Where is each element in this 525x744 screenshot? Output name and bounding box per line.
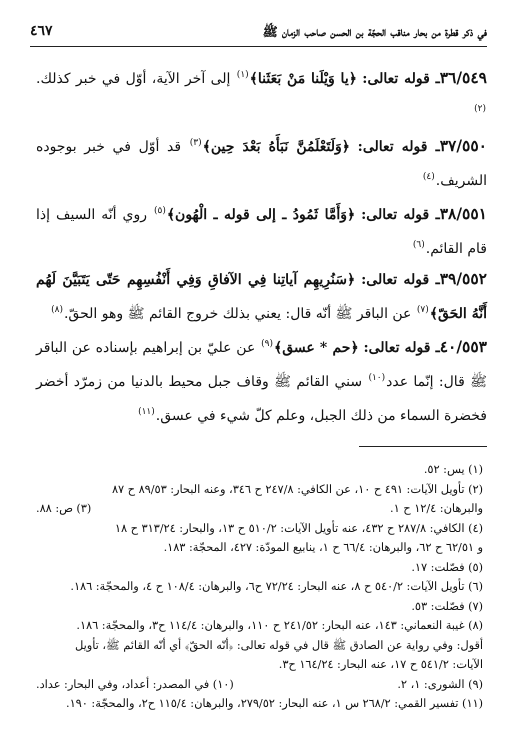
entry-40 [36, 329, 487, 431]
footnotes [36, 460, 483, 714]
footnote: والبرهان: ١٢/٤ ح ١. [390, 502, 483, 515]
entry-label: ـ قوله تعالى: [361, 207, 440, 223]
footnote-row [36, 675, 483, 695]
quran-quote: ﴿وَلَتَعْلَمُنَّ نَبَأَهُ بَعْدَ حِين﴾ [202, 139, 350, 155]
footnote-ref: (٧) [416, 305, 429, 315]
quran-quote: ﴿يا وَيْلَنا مَنْ بَعَثَنا﴾ [249, 71, 357, 87]
quran-quote: ﴿حم * عسق﴾ [274, 340, 359, 356]
footnote: (٦) تأويل الآيات: ٥٤٠/٢ ح ٨، عنه البحار: ٧٢/٢٤ ح٦، والبرهان: ١٠٨/٤ ح ٤، والمحجّة: ١٨٦. [70, 580, 483, 593]
entry-36 [36, 60, 487, 128]
footnote-ref: (٤) [422, 172, 435, 182]
footnote: الآيات: ٥٤١/٢ ح ١٧، عنه البحار: ١٦٤/٢٤ ح٣. [278, 658, 483, 671]
footnote: (٨) غيبة النعماني: ١٤٣، عنه البحار: ٢٤١/٥٢ ح ١١٠، والبرهان: ١١٤/٤ ح٣، والمحجّة: ١٨٦. [76, 619, 483, 632]
footnote: (٣) ص: ٨٨. [36, 502, 92, 515]
entry-number: ٣٩/٥٥٢ [439, 269, 487, 288]
entry-number: ٤٠/٥٥٣ [439, 337, 487, 356]
entry-label: ـ قوله تعالى: [363, 340, 440, 356]
footnote-ref: (٨) [51, 305, 63, 315]
footnote-ref: (٣) [189, 138, 202, 148]
footnote: (٥) فصّلت: ١٧. [411, 560, 483, 574]
entry-text: قد أوّل في خبر بوجوده [36, 139, 182, 155]
running-header [30, 22, 487, 47]
entry-text: إلى آخر الآية، أوّل في خبر [75, 71, 231, 87]
main-text [36, 60, 487, 431]
footnote-ref: (٢) [474, 104, 486, 114]
footnote-ref: (٥) [153, 206, 166, 216]
footnote-ref: (٦) [412, 240, 425, 250]
footnote: (١١) تفسير القمي: ٢٦٨/٢ س ١، عنه البحار: ٢٧٩/٥٢، والبرهان: ١١٥/٤ ح٢، والمحجّة: ١٩٠. [66, 697, 483, 710]
entry-number: ٣٨/٥٥١ [439, 204, 487, 223]
footnote: (٧) فصّلت: ٥٣. [411, 599, 483, 613]
entry-text-cont: قام القائم. [425, 241, 487, 257]
footnote-separator [359, 446, 487, 447]
footnote-ref: (١١) [138, 407, 155, 417]
entry-label: ـ قوله تعالى: [357, 139, 440, 155]
quran-quote: ﴿سَنُرِيهِم آياتِنا فِي الآفاقِ وَفِي أَنْفُسِهِم حَتّى يَتَبَيَّنَ لَهُم أَنَّهُ الحَقّ﴾ [36, 272, 487, 322]
entry-text: عن عليّ بن إبراهيم بإسناده عن الباقر ﷺ قال: إنّما عدد [36, 340, 488, 390]
quran-quote: ﴿وَأَمَّا ثَمُودُ ـ إلى قوله ـ الْهُون﴾ [166, 207, 356, 223]
footnote: (٢) تأويل الآيات: ٤٩١ ح ١٠، عن الكافي: ٢٤٧/٨ ح ٣٤٦، وعنه البحار: ٨٩/٥٣ ح ٨٧ [111, 482, 483, 496]
entry-text-cont: سني القائم ﷺ وقاف جبل محيط بالدنيا من زمرّد أخضر فخضرة السماء من ذلك الجبل، وعلم كلّ شيء في عسق. [36, 374, 487, 424]
entry-number: ٣٧/٥٥٠ [439, 136, 487, 155]
entry-label: ـ قوله تعالى: [361, 272, 440, 288]
entry-39 [36, 264, 487, 329]
footnote: و ٦٢/٥١ ح ٦٢، والبرهان: ٦٦/٤ ح ١، ينابيع المودّة: ٤٢٧، المحجّة: ١٨٣. [163, 541, 483, 554]
entry-text: روي أنّه السيف إذا [36, 207, 147, 223]
footnote-row [36, 499, 483, 519]
page-number: ٤٦٧ [30, 23, 53, 39]
footnote: (٤) الكافي: ٢٨٧/٨ ح ٤٣٢، عنه تأويل الآيات: ٥١٠/٢ ح ١٣، والبحار: ٣١٣/٢٤ ح ١٨ [114, 521, 483, 535]
entry-38 [36, 196, 487, 264]
footnote: (٩) الشورى: ١، ٢. [397, 677, 483, 691]
footnote: (١٠) في المصدر: أعداد، وفي البحار: عداد. [36, 677, 234, 691]
footnote: أقول: وفي رواية عن الصادق ﷺ قال في قوله تعالى: ﴿أنّه الحقّ﴾ أي أنّه القائم ﷺ، تأويل [75, 638, 483, 652]
footnote: (١) يس: ٥٢. [423, 463, 483, 476]
entry-text-cont: الشريف. [435, 173, 487, 189]
entry-37 [36, 128, 487, 196]
entry-label: ـ قوله تعالى: [362, 71, 440, 87]
footnote-ref: (٩) [261, 339, 273, 349]
entry-number: ٣٦/٥٤٩ [439, 68, 487, 87]
footnote-ref: (١٠) [368, 373, 386, 383]
entry-text: عن الباقر ﷺ أنّه قال: يعني بذلك خروج القائم ﷺ وهو الحقّ. [63, 306, 412, 322]
entry-text-cont: كذلك. [36, 71, 71, 87]
footnote-ref: (١) [236, 70, 249, 80]
header-title: في ذكر قطرة من بحار مناقب الحجّة بن الحسن صاحب الزمان ﷺ [262, 24, 487, 39]
